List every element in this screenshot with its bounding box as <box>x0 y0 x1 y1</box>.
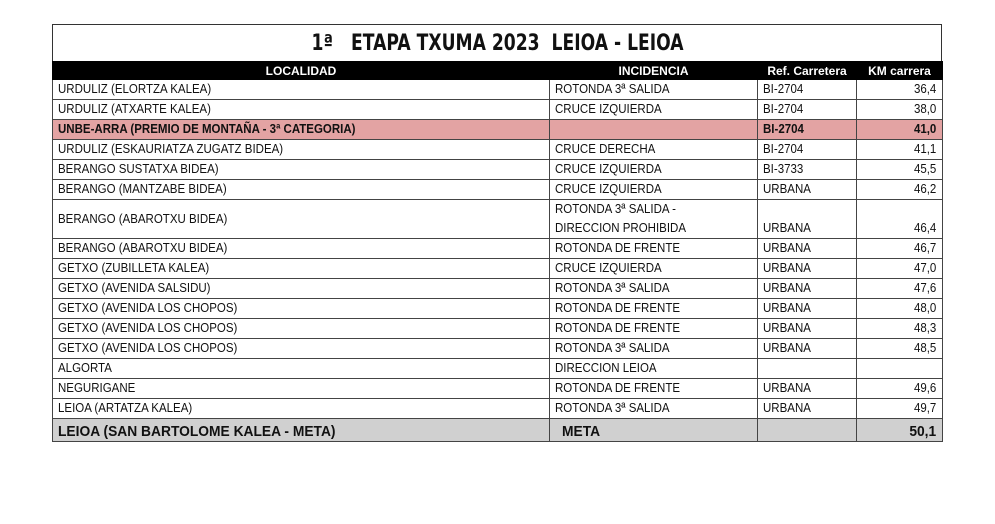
table-row <box>53 200 943 239</box>
cell-incidencia: ROTONDA 3ª SALIDA <box>550 279 758 299</box>
cell-ref: BI-2704 <box>758 80 857 100</box>
table-row <box>53 399 943 419</box>
cell-ref: URBANA <box>758 200 857 239</box>
cell-km: 41,0 <box>857 120 943 140</box>
cell-localidad: GETXO (ZUBILLETA KALEA) <box>53 259 550 279</box>
cell-ref: BI-3733 <box>758 160 857 180</box>
cell-localidad: LEIOA (ARTATZA KALEA) <box>53 399 550 419</box>
table-row <box>53 359 943 379</box>
header-km-carrera: KM carrera <box>857 62 943 80</box>
cell-km: 41,1 <box>857 140 943 160</box>
table-row <box>53 279 943 299</box>
cell-localidad: BERANGO SUSTATXA BIDEA) <box>53 160 550 180</box>
table-row <box>53 239 943 259</box>
cell-localidad: BERANGO (ABAROTXU BIDEA) <box>53 200 550 239</box>
cell-km: 46,7 <box>857 239 943 259</box>
cell-incidencia: META <box>550 419 758 442</box>
cell-localidad: UNBE-ARRA (PREMIO DE MONTAÑA - 3ª CATEGORIA) <box>53 120 550 140</box>
cell-incidencia: ROTONDA DE FRENTE <box>550 319 758 339</box>
cell-km: 49,7 <box>857 399 943 419</box>
cell-km <box>857 359 943 379</box>
header-ref-carretera: Ref. Carretera <box>758 62 857 80</box>
route-sheet <box>52 24 942 442</box>
cell-localidad: URDULIZ (ESKAURIATZA ZUGATZ BIDEA) <box>53 140 550 160</box>
cell-incidencia: ROTONDA DE FRENTE <box>550 299 758 319</box>
table-row <box>53 180 943 200</box>
cell-km: 46,2 <box>857 180 943 200</box>
table-row <box>53 140 943 160</box>
cell-localidad: URDULIZ (ATXARTE KALEA) <box>53 100 550 120</box>
table-row <box>53 100 943 120</box>
cell-ref: URBANA <box>758 180 857 200</box>
cell-localidad: URDULIZ (ELORTZA KALEA) <box>53 80 550 100</box>
cell-incidencia: ROTONDA 3ª SALIDA - DIRECCION PROHIBIDA <box>550 200 758 239</box>
table-row <box>53 319 943 339</box>
cell-km: 38,0 <box>857 100 943 120</box>
cell-km: 46,4 <box>857 200 943 239</box>
cell-ref: BI-2704 <box>758 120 857 140</box>
header-incidencia: INCIDENCIA <box>550 62 758 80</box>
cell-localidad: NEGURIGANE <box>53 379 550 399</box>
cell-ref: URBANA <box>758 299 857 319</box>
cell-km: 49,6 <box>857 379 943 399</box>
cell-km: 36,4 <box>857 80 943 100</box>
summit-row <box>53 120 943 140</box>
cell-incidencia: CRUCE IZQUIERDA <box>550 180 758 200</box>
title-bar <box>52 24 942 61</box>
route-table <box>52 61 943 442</box>
table-row <box>53 259 943 279</box>
cell-ref: BI-2704 <box>758 100 857 120</box>
finish-row <box>53 419 943 442</box>
cell-ref: URBANA <box>758 399 857 419</box>
cell-ref: URBANA <box>758 239 857 259</box>
table-row <box>53 160 943 180</box>
page-title: 1ª ETAPA TXUMA 2023 LEIOA - LEIOA <box>310 30 684 56</box>
cell-km: 50,1 <box>857 419 943 442</box>
table-row <box>53 80 943 100</box>
cell-ref: BI-2704 <box>758 140 857 160</box>
cell-ref: URBANA <box>758 339 857 359</box>
table-row <box>53 299 943 319</box>
table-row <box>53 379 943 399</box>
cell-km: 47,0 <box>857 259 943 279</box>
cell-incidencia: CRUCE DERECHA <box>550 140 758 160</box>
cell-localidad: ALGORTA <box>53 359 550 379</box>
cell-incidencia: CRUCE IZQUIERDA <box>550 100 758 120</box>
header-row <box>53 62 943 80</box>
cell-localidad: BERANGO (ABAROTXU BIDEA) <box>53 239 550 259</box>
cell-km: 45,5 <box>857 160 943 180</box>
cell-localidad: GETXO (AVENIDA LOS CHOPOS) <box>53 299 550 319</box>
cell-ref <box>758 419 857 442</box>
header-localidad: LOCALIDAD <box>53 62 550 80</box>
cell-incidencia: ROTONDA 3ª SALIDA <box>550 339 758 359</box>
cell-incidencia: ROTONDA DE FRENTE <box>550 239 758 259</box>
cell-ref: URBANA <box>758 379 857 399</box>
table-row <box>53 339 943 359</box>
cell-incidencia: CRUCE IZQUIERDA <box>550 259 758 279</box>
cell-km: 48,5 <box>857 339 943 359</box>
cell-km: 48,0 <box>857 299 943 319</box>
cell-ref <box>758 359 857 379</box>
cell-localidad: GETXO (AVENIDA SALSIDU) <box>53 279 550 299</box>
cell-localidad: BERANGO (MANTZABE BIDEA) <box>53 180 550 200</box>
cell-ref: URBANA <box>758 279 857 299</box>
cell-km: 47,6 <box>857 279 943 299</box>
cell-incidencia <box>550 120 758 140</box>
cell-incidencia: ROTONDA 3ª SALIDA <box>550 399 758 419</box>
cell-km: 48,3 <box>857 319 943 339</box>
cell-incidencia: ROTONDA DE FRENTE <box>550 379 758 399</box>
cell-ref: URBANA <box>758 259 857 279</box>
cell-incidencia: ROTONDA 3ª SALIDA <box>550 80 758 100</box>
cell-localidad: GETXO (AVENIDA LOS CHOPOS) <box>53 319 550 339</box>
cell-localidad: GETXO (AVENIDA LOS CHOPOS) <box>53 339 550 359</box>
cell-incidencia: DIRECCION LEIOA <box>550 359 758 379</box>
cell-localidad: LEIOA (SAN BARTOLOME KALEA - META) <box>53 419 550 442</box>
cell-ref: URBANA <box>758 319 857 339</box>
cell-incidencia: CRUCE IZQUIERDA <box>550 160 758 180</box>
